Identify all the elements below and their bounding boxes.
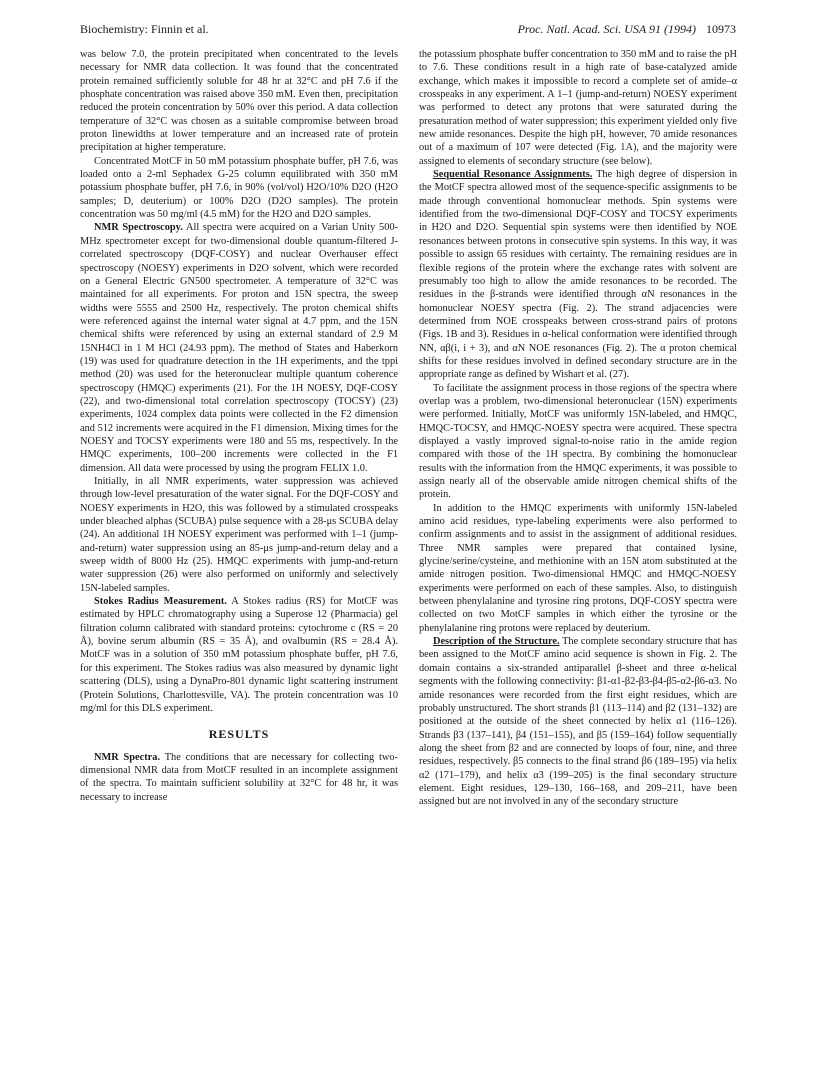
header-journal: [518, 22, 736, 37]
paragraph: the potassium phosphate buffer concentration to 350 mM and to raise the pH to 7.6. These conditions result in a high rate of base-catalyzed amide exchange, which makes it impossible to record a complete set of amide–α crosspeaks in any experiment. A 1–1 (jump-and-return) NOESY experiment was performed to detect any protons that were saturated during the presaturation method of water suppression; this experiment yielded only five new amide resonances. Despite the high pH, however, 70 amide resonances out of a maximum of 107 were detected (Fig. 1A), and the majority were assigned to elements of secondary structure (see below).: [419, 49, 737, 167]
section-runin-title: Sequential Resonance Assignments.: [433, 169, 593, 181]
header-journal-name: Proc. Natl. Acad. Sci. USA 91 (1994): [517, 22, 696, 36]
header-authors: Biochemistry: Finnin et al.: [80, 22, 209, 36]
running-header: [80, 22, 736, 38]
paragraph-text: All spectra were acquired on a Varian Unity 500-MHz spectrometer except for two-dimensional double quantum-filtered J-correlated spectroscopy (DQF-COSY) and nuclear Overhauser effect spectroscopy (NOESY) experiments in D2O solvent, which were recorded on a General Electric GN500 spectrometer. A temperature of 32°C was maintained for all experiments. For proton and 15N spectra, the sweep widths were 5555 and 2500 Hz, respectively. The proton chemical shifts were referenced against the internal water signal at 4.7 ppm, and the 15N chemical shifts were referenced by using an external standard of 2.9 M 15NH4Cl in 1 M HCl (24.93 ppm). The method of States and Haberkorn (19) was used for quadrature detection in the 1H experiments, and the tppi method (20) was used for the heteronuclear multiple quantum coherence spectroscopy (HMQC) experiments (21). For the 1H NOESY, DQF-COSY (22), and two-dimensional total correlation spectroscopy (TOCSY) (23) experiments, 1024 complex data points were collected in the F2 dimension and 512 increments were acquired in the F1 dimension. Mixing times for the NOESY and TOCSY experiments were 180 and 55 ms, respectively. In the HMQC experiments, 100–200 increments were collected in the F1 dimension. All data were processed by using the program FELIX 1.0.: [80, 222, 398, 474]
results-heading: RESULTS: [208, 727, 270, 742]
section-runin-title: NMR Spectroscopy.: [94, 222, 183, 234]
paragraph: Initially, in all NMR experiments, water suppression was achieved through low-level presaturation of the water signal. For the DQF-COSY and NOESY experiments in H2O, this was followed by a stimulated crosspeaks under bleached alphas (SCUBA) pulse sequence with a 28-μs SCUBA delay (24). An additional 1H NOESY experiment was performed with 1–1 (jump-and-return) water suppression using an 85-μs jump-and-return delay and a sweep width of 8000 Hz (25). HMQC experiments with jump-and-return water suppression (26) were also performed on uniformly and selectively 15N-labeled samples.: [80, 476, 398, 594]
page-number: 10973: [706, 22, 736, 36]
section-runin-title: Description of the Structure.: [433, 636, 560, 648]
right-column: [419, 48, 737, 809]
paragraph-nmr-spectra: [80, 751, 398, 804]
paragraph-nmr-spectroscopy: [80, 221, 398, 475]
paragraph: In addition to the HMQC experiments with uniformly 15N-labeled amino acid residues, type-labeling experiments were also performed to confirm assignments and to assist in the assignment of additional residues. Three NMR samples were prepared that contained lysine, glycine/serine/cysteine, and methionine with an 15N atom substituted at the amide nitrogen position. Two-dimensional HMQC and HMQC-NOESY experiments were performed on each of these samples. Also, to distinguish between phenylalanine and tyrosine ring protons, DQF-COSY spectra were collected on two MotCF samples in which either the tyrosine or the phenylalanine ring protons were replaced by deuterium.: [419, 502, 737, 634]
section-runin-title: Stokes Radius Measurement.: [94, 596, 227, 608]
section-runin-title: NMR Spectra.: [94, 751, 161, 763]
paragraph-sequential-assignments: [419, 168, 737, 382]
paragraph-text: The complete secondary structure that has been assigned to the MotCF amino acid sequence is shown in Fig. 2. The domain contains a six-stranded antiparallel β-sheet and three α-helical segments with the following connectivity: β1-α1-β2-β3-β4-β5-α2-β6-α3. No amide resonances were recorded from the first eight residues, which are probably unstructured. The short strands β1 (113–114) and β2 (131–132) are positioned at the outside of the sheet connected by helix α1 (116–126). Strands β3 (137–141), β4 (151–155), and β5 (159–164) follow sequentially along the sheet from β2 and are connected by loops of four, nine, and three residues, respectively. β5 connects to the final strand β6 (189–195) via helix α2 (171–179), and helix α3 (199–205) is the final secondary structure element. Eight residues, 129–130, 166–168, and 209–211, have been assigned but are not involved in any of the secondary structure: [419, 636, 737, 808]
paragraph: was below 7.0, the protein precipitated when concentrated to the levels necessary for NMR data collection. It was found that the concentrated protein remained sufficiently soluble for 48 hr at 32°C and pH 7.6 if the phosphate concentration was raised above 350 mM. Even then, precipitation reduced the protein concentration by 50% over this period. A data collection temperature of 32°C was chosen as a suitable compromise between broad proton linewidths at lower temperature and an increased rate of protein precipitation at higher temperature.: [80, 49, 398, 154]
paragraph: To facilitate the assignment process in those regions of the spectra where overlap was a problem, two-dimensional heteronuclear (15N) experiments were performed. Initially, MotCF was uniformly 15N-labeled, and HMQC, HMQC-TOCSY, and HMQC-NOESY spectra were acquired. These spectra displayed a vastly improved signal-to-noise ratio in the amide region compared with those of the 1H spectra. By combining the homonuclear results with the information from the HMQC experiments, it was possible to assign nearly all of the observable amide nitrogen chemical shifts of the protein.: [419, 382, 737, 501]
paragraph-stokes-radius: [80, 595, 398, 715]
paragraph-structure-description: [419, 635, 737, 808]
paragraph-text: A Stokes radius (RS) for MotCF was estimated by HPLC chromatography using a Superose 12 (Pharmacia) gel filtration column calibrated with standard proteins: cytochrome c (RS = 20 Å), bovine serum albumin (RS = 35 Å), and ovalbumin (RS = 28.4 Å). MotCF was in a solution of 350 mM potassium phosphate buffer, pH 7.6, for this experiment. The Stokes radius was also measured by dynamic light scattering (DLS), using a DynaPro-801 dynamic light scattering instrument (Protein Solutions, Charlottesville, VA). The protein concentration was 10 mg/ml for this DLS experiment.: [80, 596, 399, 714]
left-column: [80, 48, 398, 804]
paragraph: Concentrated MotCF in 50 mM potassium phosphate buffer, pH 7.6, was loaded onto a 2-ml Sephadex G-25 column equilibrated with 350 mM potassium phosphate buffer, pH 7.6, in 90% (vol/vol) H2O/10% D2O (H2O samples; D, deuterium) or 100% D2O (D2O samples). The protein concentration was 50 mg/ml (4.5 mM) for the H2O and D2O samples.: [80, 155, 398, 221]
paragraph-text: The conditions that are necessary for collecting two-dimensional NMR data from MotCF resulted in an incomplete assignment of the spectra. To maintain sufficient solubility at 32°C for 48 hr, it was necessary to increase: [80, 751, 398, 803]
paragraph-text: The high degree of dispersion in the MotCF spectra allowed most of the sequence-specific assignments to be made through conventional homonuclear methods. Spin systems were identified from the two-dimensional DQF-COSY and TOCSY experiments in H2O and D2O. Sequential spin systems were then identified by NOE resonances between protons in consecutive spin systems. In this way, it was possible to assign 65 residues with certainty. The remaining residues are in flexible regions of the protein where the exchange rates with solvent are presumably too high to allow the amide resonances to be recorded. The residues in the β-strands were identified through αN resonances in the homonuclear NOESY spectra (Fig. 2). The strand adjacencies were determined from NOE crosspeaks between cross-strand pairs of protons (Figs. 1B and 3). Residues in α-helical conformation were identified through NN, αβ(i, i + 3), and αN NOE resonances (Fig. 2). The α proton chemical shifts for these residues involved in defined secondary structure are in the appropriate range as defined by Wishart et al. (27).: [419, 169, 737, 381]
